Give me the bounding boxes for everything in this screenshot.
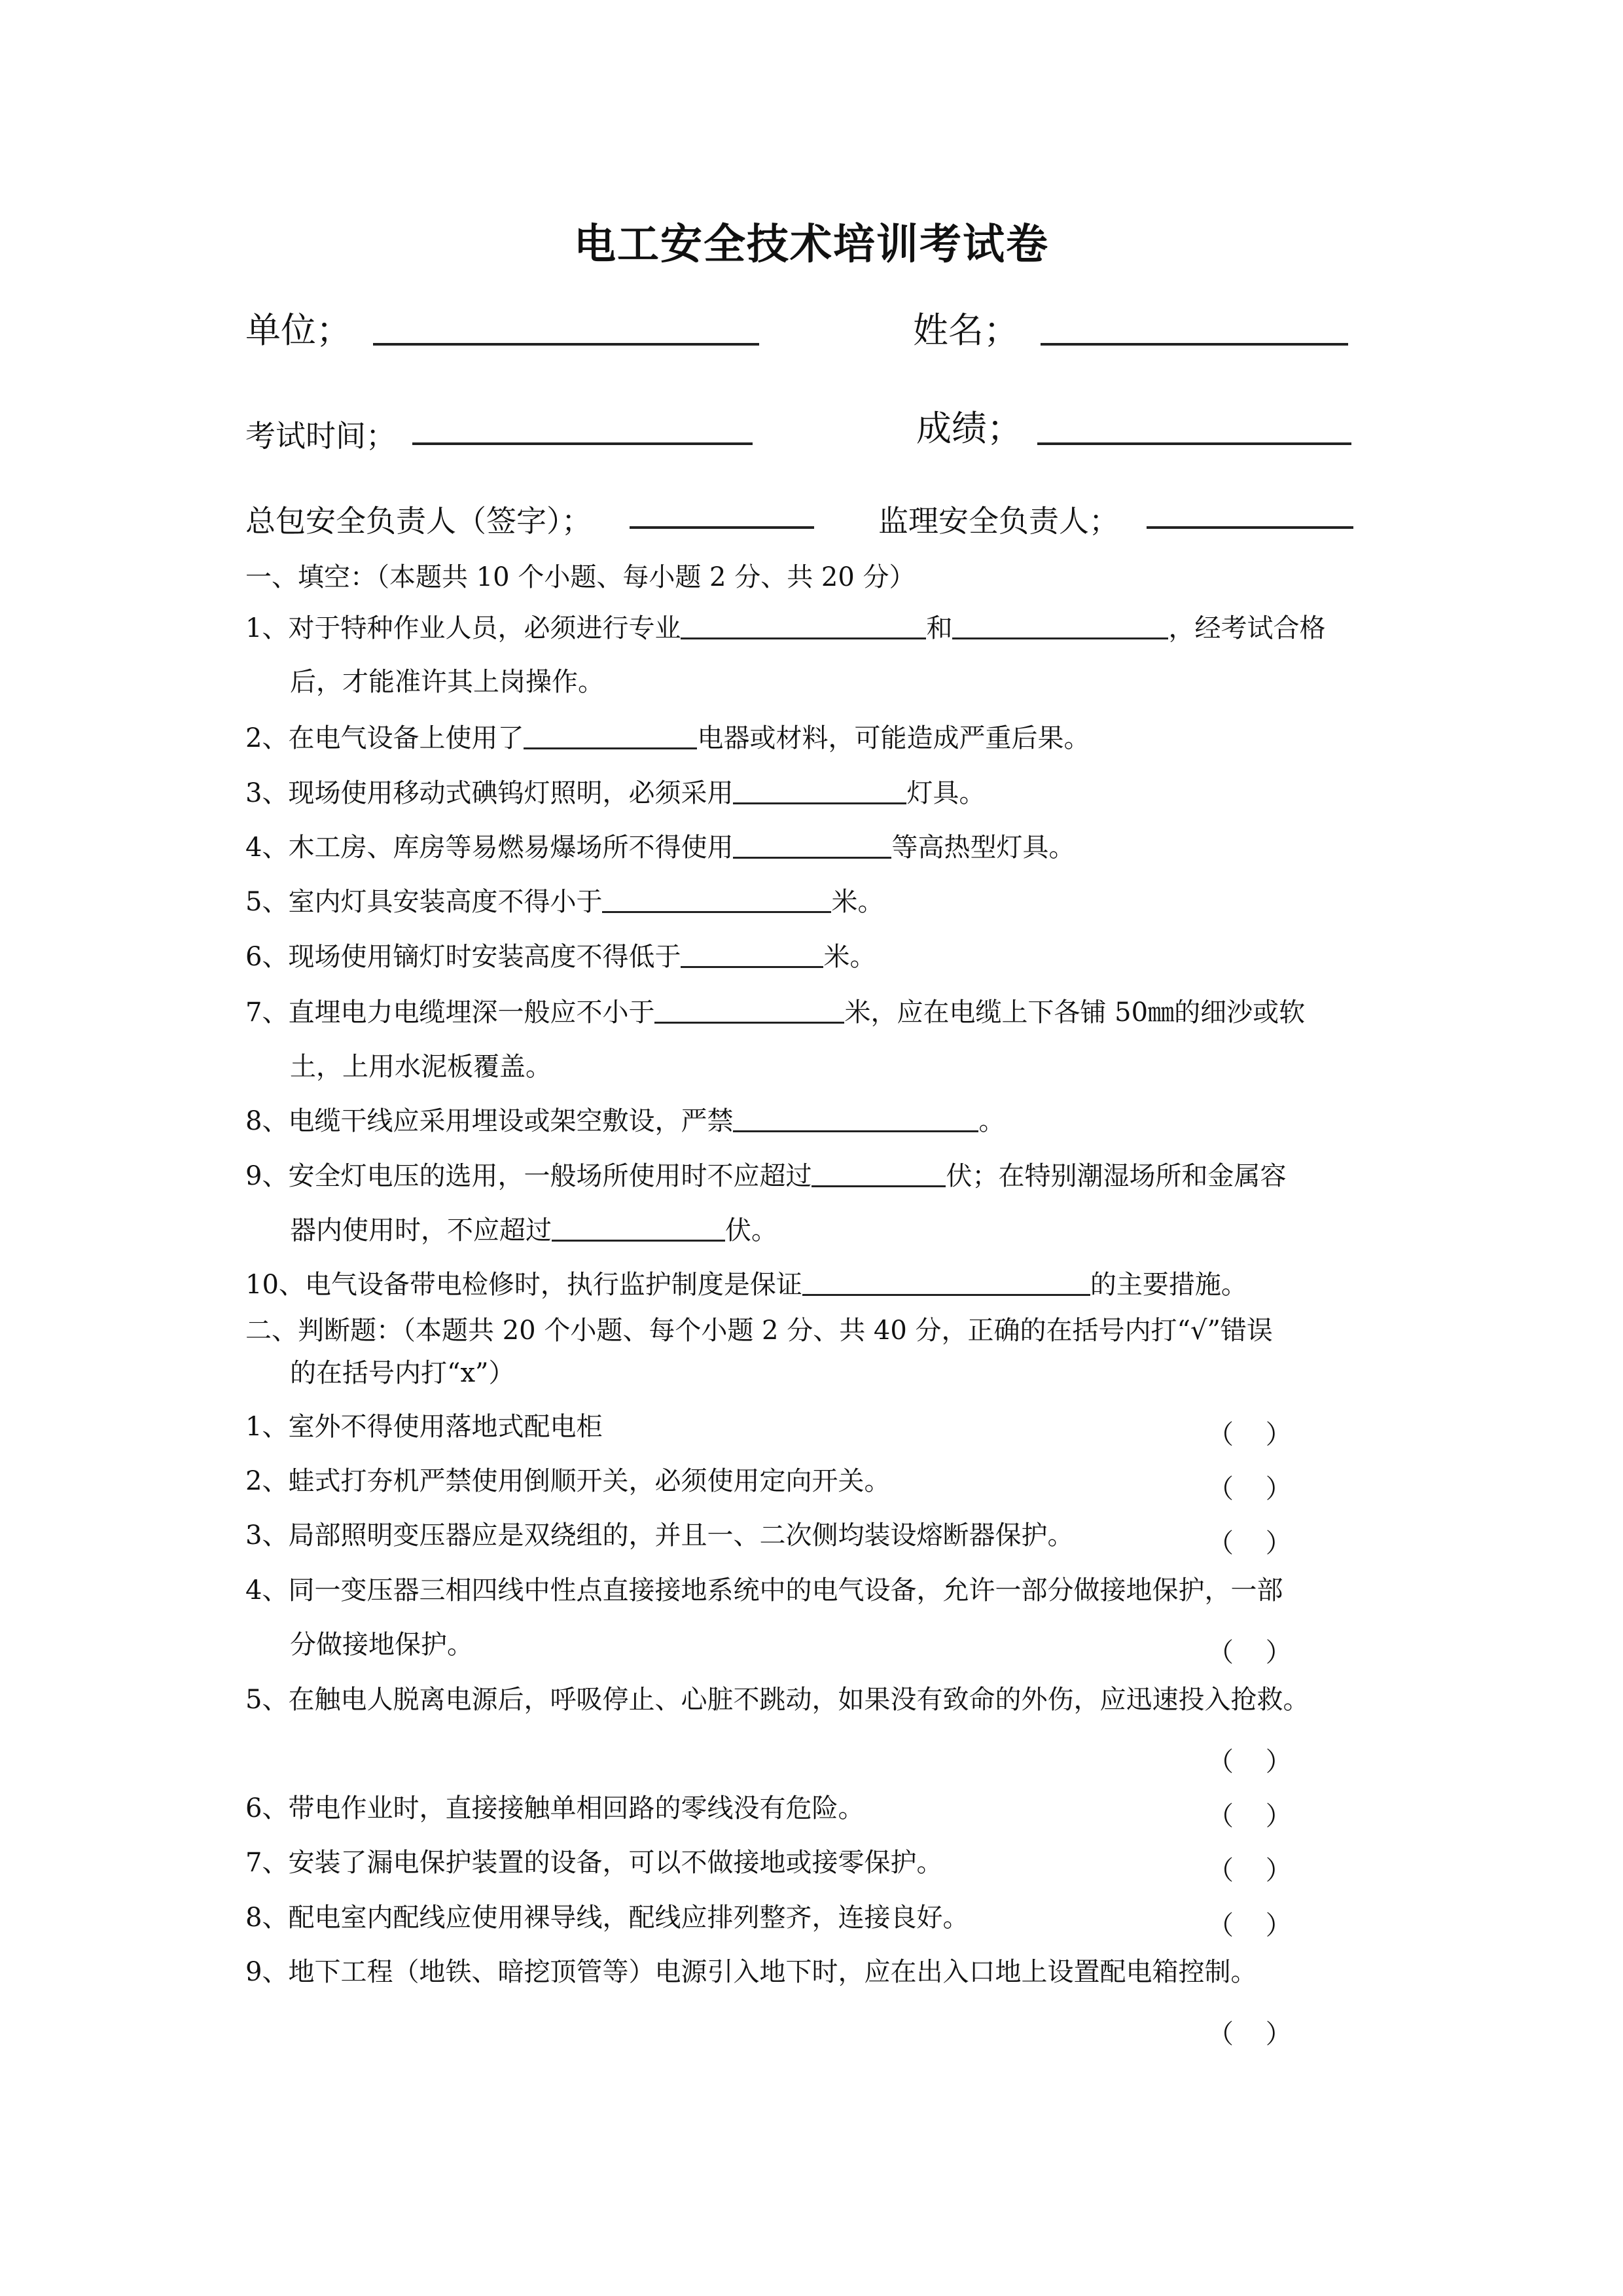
fill-question-7-cont: 土，上用水泥板覆盖。: [290, 1052, 552, 1082]
q9-text-a: 9、安全灯电压的选用，一般场所使用时不应超过: [245, 1161, 812, 1191]
q1-blank-1[interactable]: [681, 636, 926, 639]
q5-text-b: 米。: [831, 887, 884, 917]
fill-question-1-cont: 后，才能准许其上岗操作。: [290, 667, 604, 697]
q7-blank[interactable]: [654, 1020, 844, 1024]
q4-text-b: 等高热型灯具。: [891, 833, 1075, 863]
fill-question-8: [245, 1108, 1005, 1134]
fill-question-6: [245, 944, 876, 970]
q9-blank-2[interactable]: [552, 1238, 725, 1242]
q6-text-b: 米。: [823, 942, 876, 972]
q9-text-b: 伏；在特别潮湿场所和金属容: [946, 1161, 1287, 1191]
contractor-signature-field[interactable]: [630, 492, 814, 529]
q1-text-b: 和: [926, 613, 953, 643]
q2-blank[interactable]: [524, 746, 697, 749]
answer-bracket-4[interactable]: （ ）: [1207, 1638, 1304, 1668]
q3-text-a: 3、现场使用移动式碘钨灯照明，必须采用: [245, 778, 734, 808]
fill-question-9: [245, 1163, 1286, 1189]
q8-text-a: 8、电缆干线应采用埋设或架空敷设，严禁: [245, 1106, 734, 1136]
judge-item-4: 4、同一变压器三相四线中性点直接接地系统中的电气设备，允许一部分做接地保护，一部: [245, 1575, 1283, 1605]
q4-blank[interactable]: [733, 855, 891, 859]
page-title: 电工安全技术培训考试卷: [574, 220, 1049, 269]
section2-heading: 二、判断题：（本题共 20 个小题、每个小题 2 分、共 40 分，正确的在括号内打“√”错误: [245, 1316, 1273, 1346]
q6-text-a: 6、现场使用镝灯时安装高度不得低于: [245, 942, 681, 972]
q9-text-c: 器内使用时，不应超过: [290, 1215, 552, 1246]
q9-blank-1[interactable]: [812, 1184, 946, 1187]
fill-question-7: [245, 999, 1305, 1026]
answer-bracket-7[interactable]: （ ）: [1207, 1856, 1304, 1886]
answer-bracket-9[interactable]: （ ）: [1207, 2019, 1304, 2049]
fill-question-10: [245, 1272, 1247, 1298]
answer-bracket-8[interactable]: （ ）: [1207, 1910, 1304, 1941]
q10-text-a: 10、电气设备带电检修时，执行监护制度是保证: [245, 1270, 802, 1300]
unit-label: 单位；: [245, 310, 351, 351]
judge-item-5: 5、在触电人脱离电源后，呼吸停止、心脏不跳动，如果没有致命的外伤，应迅速投入抢救。: [245, 1685, 1310, 1715]
answer-bracket-1[interactable]: （ ）: [1207, 1420, 1304, 1450]
score-label: 成绩；: [916, 408, 1022, 449]
q6-blank[interactable]: [681, 965, 823, 968]
judge-item-6: 6、带电作业时，直接接触单相回路的零线没有危险。: [245, 1793, 865, 1823]
q8-text-b: 。: [978, 1106, 1005, 1136]
judge-item-7: 7、安装了漏电保护装置的设备，可以不做接地或接零保护。: [245, 1848, 943, 1878]
section1-heading: 一、填空：（本题共 10 个小题、每小题 2 分、共 20 分）: [245, 562, 916, 592]
q7-text-a: 7、直埋电力电缆埋深一般应不小于: [245, 997, 655, 1028]
q5-text-a: 5、室内灯具安装高度不得小于: [245, 887, 603, 917]
q2-text-a: 2、在电气设备上使用了: [245, 723, 524, 753]
judge-item-9: 9、地下工程（地铁、暗挖顶管等）电源引入地下时，应在出入口地上设置配电箱控制。: [245, 1957, 1257, 1987]
exam-time-field[interactable]: [412, 402, 753, 445]
exam-time-label: 考试时间；: [245, 418, 396, 454]
q1-blank-2[interactable]: [952, 636, 1168, 639]
fill-question-3: [245, 780, 985, 806]
judge-item-3: 3、局部照明变压器应是双绕组的，并且一、二次侧均装设熔断器保护。: [245, 1520, 1074, 1551]
q1-text-c: ，经考试合格: [1168, 613, 1326, 643]
q3-blank[interactable]: [733, 801, 906, 804]
fill-question-9-cont: [290, 1217, 777, 1244]
judge-item-1: 1、室外不得使用落地式配电柜: [245, 1412, 603, 1442]
fill-question-4: [245, 834, 1075, 861]
judge-item-8: 8、配电室内配线应使用裸导线，配线应排列整齐，连接良好。: [245, 1903, 969, 1933]
fill-question-1: [245, 615, 1325, 641]
unit-field[interactable]: [373, 296, 759, 346]
judge-item-2: 2、蛙式打夯机严禁使用倒顺开关，必须使用定向开关。: [245, 1466, 891, 1496]
supervisor-safety-label: 监理安全负责人；: [878, 503, 1119, 539]
q10-blank[interactable]: [802, 1293, 1090, 1296]
q10-text-b: 的主要措施。: [1090, 1270, 1247, 1300]
score-field[interactable]: [1037, 402, 1351, 445]
q7-text-b: 米，应在电缆上下各铺 50㎜的细沙或软: [844, 997, 1306, 1028]
q9-text-d: 伏。: [725, 1215, 777, 1246]
q2-text-b: 电器或材料，可能造成严重后果。: [697, 723, 1090, 753]
answer-bracket-5[interactable]: （ ）: [1207, 1747, 1304, 1777]
q4-text-a: 4、木工房、库房等易燃易爆场所不得使用: [245, 833, 734, 863]
fill-question-5: [245, 889, 883, 915]
q3-text-b: 灯具。: [906, 778, 986, 808]
q1-text-a: 1、对于特种作业人员，必须进行专业: [245, 613, 681, 643]
judge-item-4-cont: 分做接地保护。: [290, 1630, 473, 1660]
name-label: 姓名；: [913, 310, 1019, 351]
name-field[interactable]: [1041, 296, 1348, 346]
section2-heading-cont: 的在括号内打“x”）: [290, 1358, 515, 1388]
q8-blank[interactable]: [733, 1129, 978, 1132]
answer-bracket-2[interactable]: （ ）: [1207, 1474, 1304, 1504]
supervisor-signature-field[interactable]: [1147, 492, 1353, 529]
answer-bracket-3[interactable]: （ ）: [1207, 1528, 1304, 1558]
q5-blank[interactable]: [602, 910, 831, 913]
answer-bracket-6[interactable]: （ ）: [1207, 1801, 1304, 1831]
fill-question-2: [245, 725, 1090, 751]
contractor-safety-label: 总包安全负责人（签字）；: [245, 503, 592, 539]
